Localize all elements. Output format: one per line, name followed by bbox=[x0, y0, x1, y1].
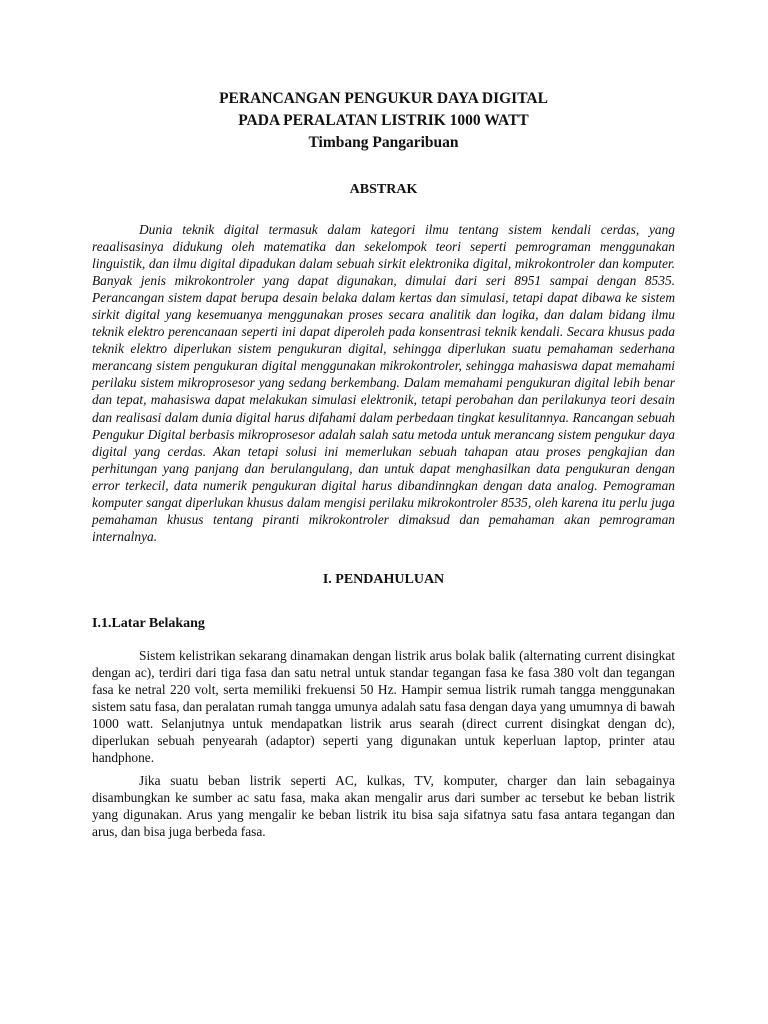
section-heading-pendahuluan: I. PENDAHULUAN bbox=[322, 571, 445, 587]
paper-title-line-1: PERANCANGAN PENGUKUR DAYA DIGITAL bbox=[219, 90, 548, 107]
paper-title-line-2: PADA PERALATAN LISTRIK 1000 WATT bbox=[238, 112, 529, 129]
author-name: Timbang Pangaribuan bbox=[308, 134, 459, 151]
subsection-heading-latar-belakang: I.1.Latar Belakang bbox=[92, 615, 205, 631]
title-block bbox=[92, 88, 675, 154]
body-paragraph-2: Jika suatu beban listrik seperti AC, kulkas, TV, komputer, charger dan lain sebagainya disambungkan ke sumber ac satu fasa, maka akan mengalir arus dari sumber ac tersebut ke beban listrik yang digunakan. Arus yang mengalir ke beban listrik itu bisa saja sifatnya satu fasa antara tegangan dan arus, dan bisa juga berbeda fasa. bbox=[92, 772, 675, 839]
body-paragraph-1: Sistem kelistrikan sekarang dinamakan dengan listrik arus bolak balik (alternating current disingkat dengan ac), terdiri dari tiga fasa dan satu netral untuk standar tegangan fasa ke fasa 380 volt dan tegangan fasa ke netral 220 volt, serta memiliki frekuensi 50 Hz. Hampir semua listrik rumah tangga menggunakan sistem satu fasa, dan peralatan rumah tangga umunya adalah satu fasa dengan daya yang umumnya di bawah 1000 watt. Selanjutnya untuk mendapatkan listrik arus searah (direct current disingkat dengan dc), diperlukan sebuah penyearah (adaptor) seperti yang digunakan untuk keperluan laptop, printer atau handphone. bbox=[92, 647, 675, 766]
abstract-text: Dunia teknik digital termasuk dalam kategori ilmu tentang sistem kendali cerdas, yang reaalisasinya didukung oleh matematika dan sekelompok teori seperti pemrograman menggunakan linguistik, dan ilmu digital dipadukan dalam sebuah sirkit elektronika digital, mikrokontroler dan komputer. Banyak jenis mikrokontroler yang dapat digunakan, dimulai dari seri 8951 sampai dengan 8535. Perancangan sistem dapat berupa desain belaka dalam kertas dan simulasi, tetapi dapat dibawa ke sistem sirkit digital yang kesemuanya menggunakan proses secara analitik dan logika, dan dalam bidang ilmu teknik elektro perencanaan seperti ini dapat diperoleh pada konsentrasi teknik kendali. Secara khusus pada teknik elektro diperlukan sistem pengukuran digital, sehingga diperlukan suatu pemahaman sederhana merancang sistem pengukuran digital menggunakan mikrokontroler, sehingga mahasiswa dapat memahami perilaku sistem mikroprosesor yang sedang berkembang. Dalam memahami pengukuran digital lebih benar dan tepat, mahasiswa dapat melakukan simulasi elektronik, tetapi perobahan dan perilakunya teori desain dan realisasi dalam dunia digital harus difahami dalam perbedaan tingkat kesulitannya. Rancangan sebuah Pengukur Digital berbasis mikroprosesor adalah salah satu metoda untuk merancang sistem pengukur daya digital yang cerdas. Akan tetapi solusi ini memerlukan sebuah tahapan atau proses pengkajian dan perhitungan yang panjang dan berulangulang, dan untuk dapat menghasilkan data pengukuran dengan error terkecil, data numerik pengukuran digital harus dibandinngkan dengan data analog. Pemograman komputer sangat diperlukan khusus dalam mengisi perilaku mikrokontroler 8535, oleh karena itu perlu juga pemahaman khusus tentang piranti mikrokontroler dimaksud dan pemahaman akan pemrograman internalnya. bbox=[92, 222, 675, 544]
abstract-heading: ABSTRAK bbox=[349, 182, 418, 197]
document-page bbox=[92, 88, 675, 840]
